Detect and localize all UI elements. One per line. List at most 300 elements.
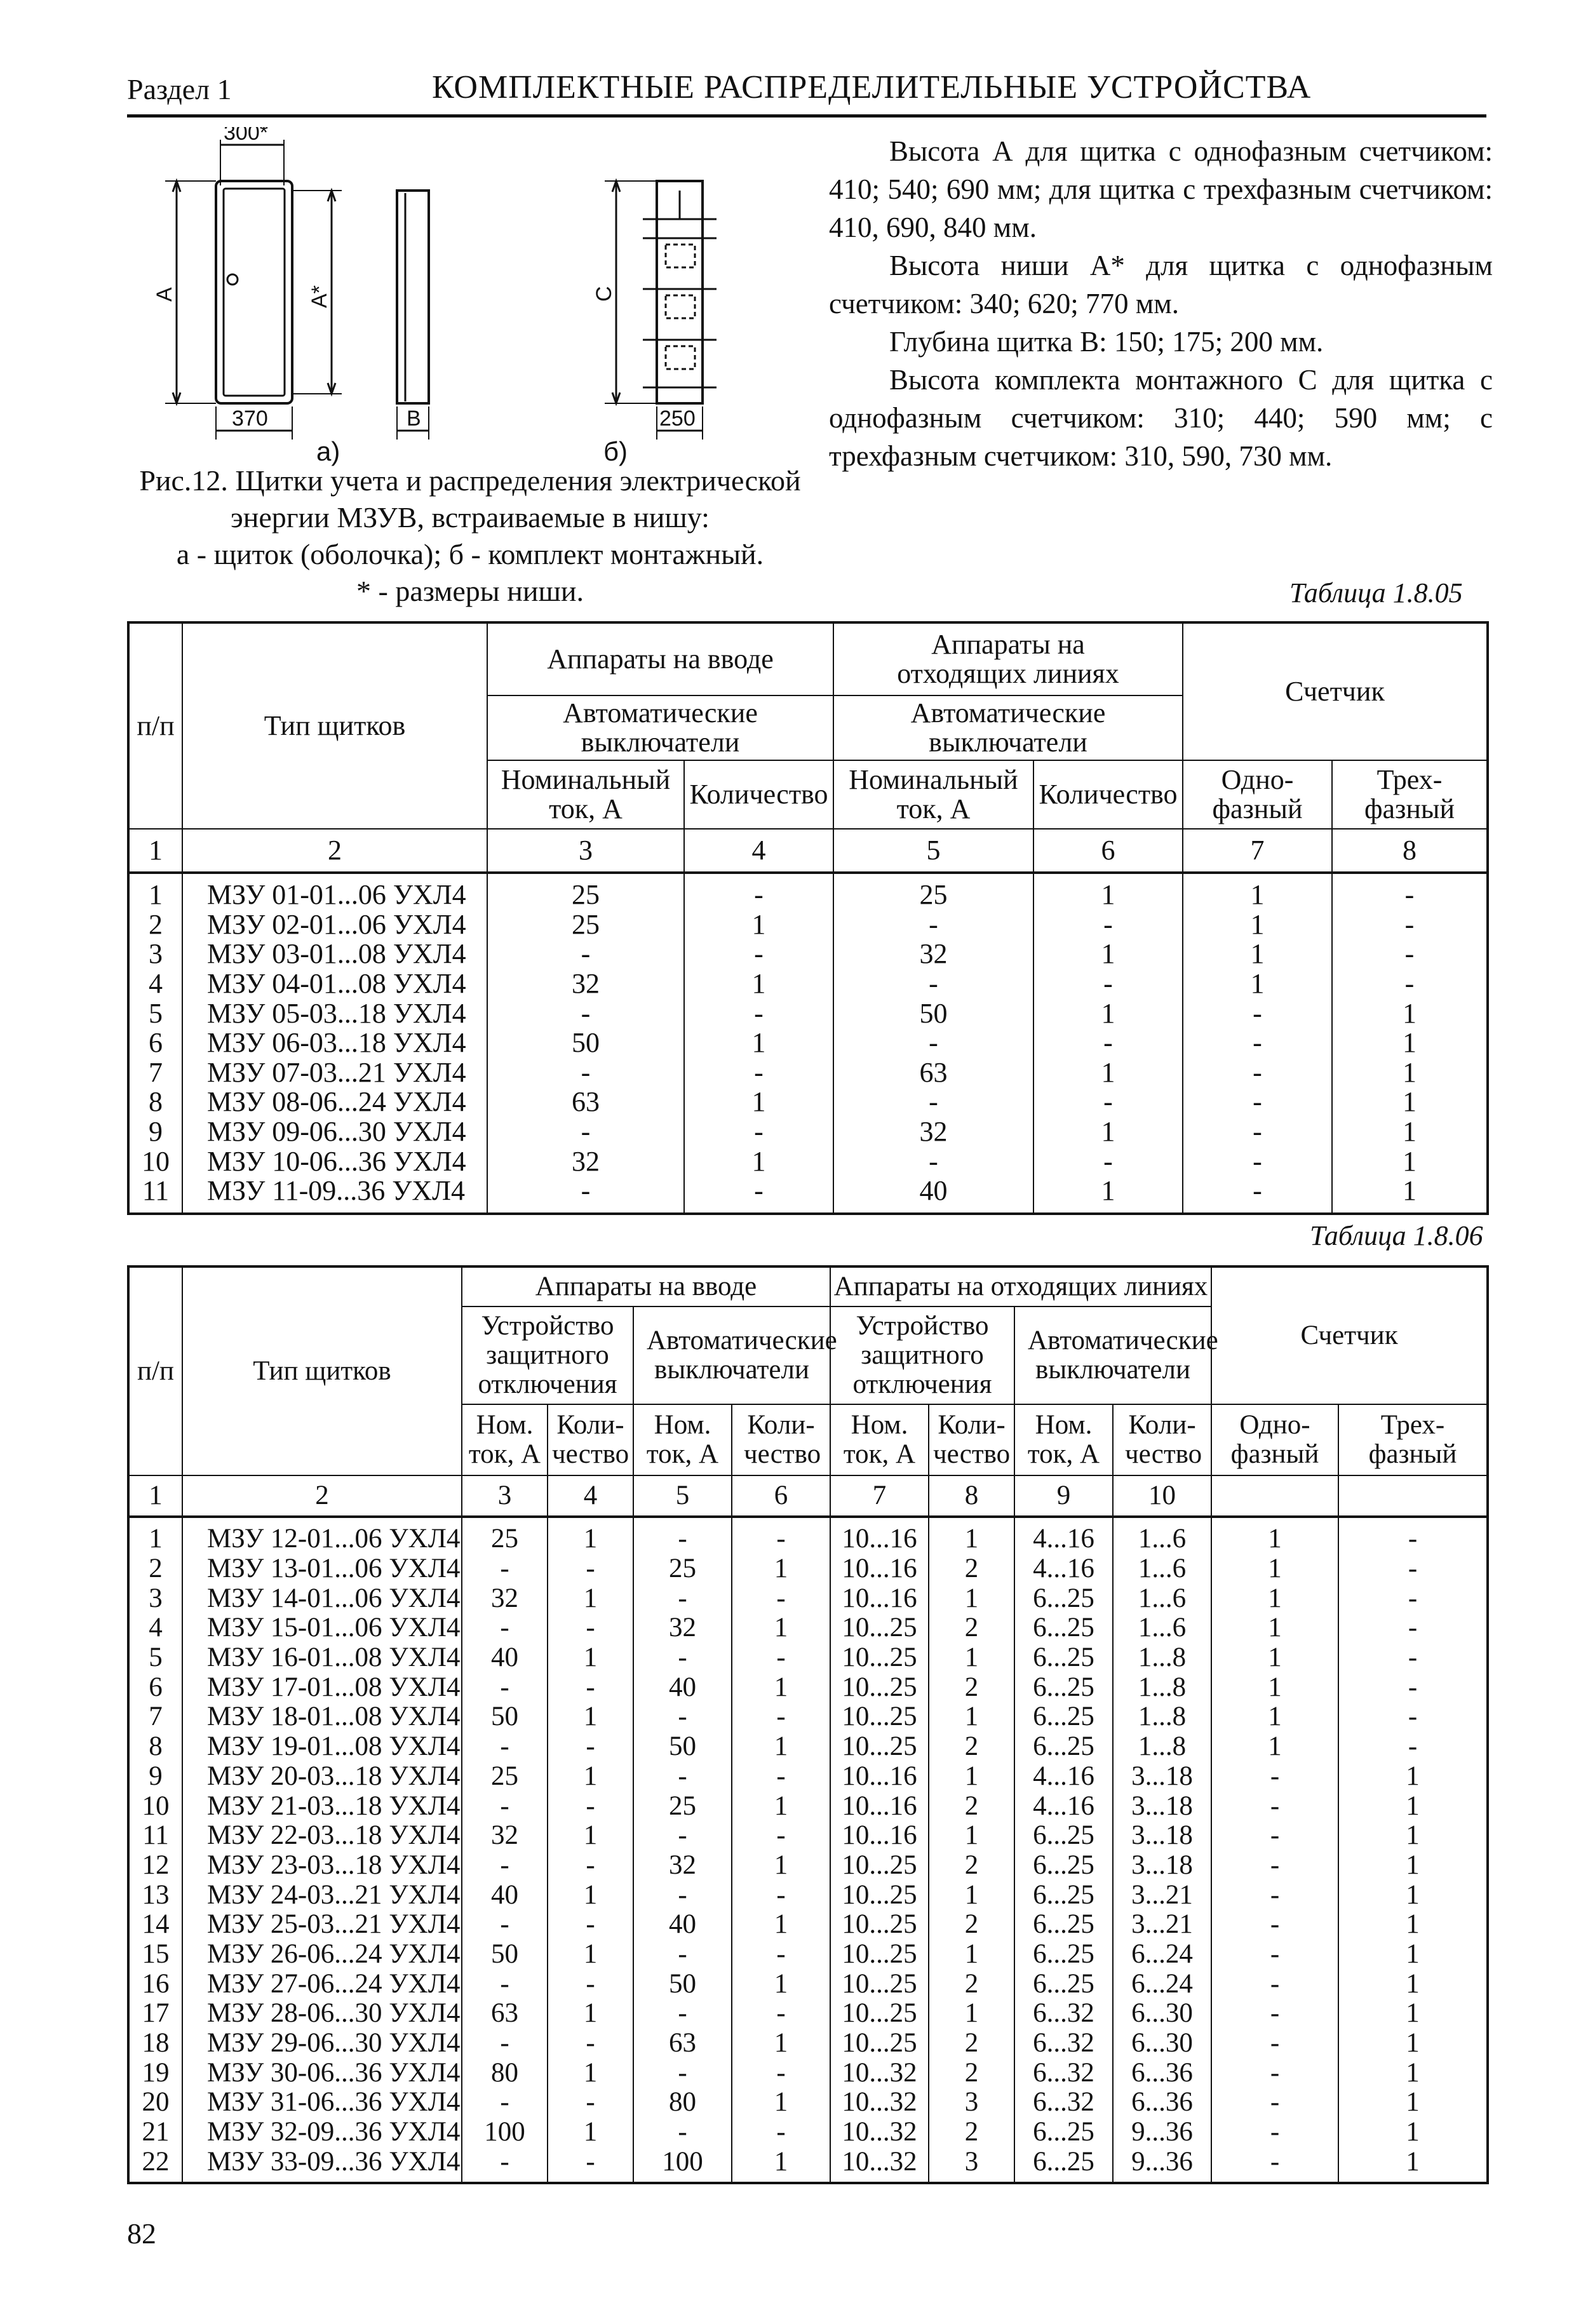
t2-cell: - bbox=[633, 2058, 732, 2088]
figure-12 bbox=[127, 127, 813, 473]
t1-cell: - bbox=[833, 1087, 1033, 1117]
t2-cell: МЗУ 27-06...24 УХЛ4 bbox=[182, 1969, 462, 1999]
t2-cell: 6...25 bbox=[1014, 1732, 1113, 1762]
t2-cell: 50 bbox=[633, 1969, 732, 1999]
t1-cell: 50 bbox=[833, 998, 1033, 1028]
t1-header-three-phase: Трех-фазный bbox=[1332, 760, 1488, 829]
t2-cell: - bbox=[1211, 1910, 1338, 1940]
t2-cell: 6...25 bbox=[1014, 1643, 1113, 1673]
t2-cell: 25 bbox=[633, 1554, 732, 1584]
t2-cell: - bbox=[1211, 1969, 1338, 1999]
t2-cell: - bbox=[732, 1517, 830, 1554]
t2-cell: - bbox=[548, 1672, 633, 1702]
label-a: а) bbox=[316, 436, 340, 466]
t2-cell: 1 bbox=[732, 1672, 830, 1702]
t2-cell: 1 bbox=[1211, 1732, 1338, 1762]
t1-header-input: Аппараты на вводе bbox=[487, 622, 833, 695]
t1-cell: МЗУ 06-03...18 УХЛ4 bbox=[182, 1028, 487, 1058]
t2-cell: 9...36 bbox=[1113, 2147, 1211, 2183]
t2-cell: 2 bbox=[929, 1732, 1014, 1762]
t2-cell: - bbox=[462, 1910, 548, 1940]
t2-cell: 2 bbox=[929, 2058, 1014, 2088]
t1-cell: 1 bbox=[684, 1028, 833, 1058]
t2-cell: 63 bbox=[633, 2029, 732, 2059]
t2-cell: - bbox=[548, 1791, 633, 1821]
header-title: КОМПЛЕКТНЫЕ РАСПРЕДЕЛИТЕЛЬНЫЕ УСТРОЙСТВА bbox=[432, 69, 1312, 105]
t2-cell: МЗУ 16-01...08 УХЛ4 bbox=[182, 1643, 462, 1673]
t2-cell: - bbox=[1338, 1517, 1488, 1554]
t1-cell: - bbox=[1183, 1117, 1332, 1147]
t2-cell: - bbox=[1211, 2029, 1338, 2059]
t1-cell: 1 bbox=[684, 910, 833, 940]
t1-cell: - bbox=[1033, 1028, 1183, 1058]
t2-cell: 6...32 bbox=[1014, 2029, 1113, 2059]
t2-cell: - bbox=[1211, 2058, 1338, 2088]
t1-cell: 1 bbox=[1033, 939, 1183, 969]
section-label: Раздел 1 bbox=[127, 73, 232, 105]
t2-cell: 4...16 bbox=[1014, 1517, 1113, 1554]
t2-cell: 3 bbox=[929, 2147, 1014, 2183]
t2-cell: 1 bbox=[548, 1940, 633, 1970]
t2-cell: - bbox=[732, 1643, 830, 1673]
t2-row bbox=[128, 1969, 1488, 1999]
t2-cell: 2 bbox=[929, 1554, 1014, 1584]
t2-cell: 20 bbox=[128, 2088, 182, 2118]
t2-cell: 3...18 bbox=[1113, 1762, 1211, 1792]
t2-cell: 1 bbox=[1338, 1762, 1488, 1792]
caption-line-2: энергии МЗУВ, встраиваемые в нишу: bbox=[231, 501, 710, 534]
t1-row bbox=[128, 969, 1488, 999]
t1-cell: 1 bbox=[1033, 873, 1183, 910]
t2-header-type: Тип щитков bbox=[182, 1266, 462, 1475]
t2-cell: 19 bbox=[128, 2058, 182, 2088]
t2-cell: 40 bbox=[633, 1672, 732, 1702]
t2-cell: 1 bbox=[732, 1791, 830, 1821]
t1-cell: 1 bbox=[1332, 1117, 1488, 1147]
t2-cell: 1 bbox=[1211, 1517, 1338, 1554]
t1-cell: 8 bbox=[128, 1087, 182, 1117]
t2-cell: - bbox=[548, 1910, 633, 1940]
t2-row bbox=[128, 1880, 1488, 1910]
t2-cell: 1 bbox=[1211, 1613, 1338, 1643]
t2-header-output: Аппараты на отходящих линиях bbox=[830, 1266, 1211, 1306]
t2-cell: - bbox=[1211, 2118, 1338, 2147]
t2-cell: МЗУ 19-01...08 УХЛ4 bbox=[182, 1732, 462, 1762]
enclosure-door bbox=[224, 189, 285, 396]
table-1-8-05 bbox=[127, 621, 1489, 1215]
t2-cell: 3...18 bbox=[1113, 1851, 1211, 1881]
t2-cell: - bbox=[462, 1791, 548, 1821]
t2-cell: - bbox=[1211, 1762, 1338, 1792]
t1-row bbox=[128, 939, 1488, 969]
t2-cell: 2 bbox=[128, 1554, 182, 1584]
t2-cell: 2 bbox=[929, 1910, 1014, 1940]
t1-cell: МЗУ 10-06...36 УХЛ4 bbox=[182, 1146, 487, 1176]
t1-cell: МЗУ 05-03...18 УХЛ4 bbox=[182, 998, 487, 1028]
t1-cell: 50 bbox=[487, 1028, 684, 1058]
t1-cell: 10 bbox=[128, 1146, 182, 1176]
t1-cell: 9 bbox=[128, 1117, 182, 1147]
t1-colnum: 5 bbox=[833, 829, 1033, 873]
t2-cell: 6...32 bbox=[1014, 2088, 1113, 2118]
t2-cell: 1 bbox=[1338, 1969, 1488, 1999]
t2-cell: 3 bbox=[929, 2088, 1014, 2118]
t2-cell: - bbox=[462, 1672, 548, 1702]
t2-cell: 1 bbox=[548, 1583, 633, 1613]
t2-cell: - bbox=[732, 2058, 830, 2088]
table1-label: Таблица 1.8.05 bbox=[1289, 577, 1463, 608]
breaker-slot-3 bbox=[666, 346, 695, 369]
t2-cell: 6...25 bbox=[1014, 1910, 1113, 1940]
t2-row bbox=[128, 1940, 1488, 1970]
t2-row bbox=[128, 1643, 1488, 1673]
t2-cell: 5 bbox=[128, 1643, 182, 1673]
t2-cell: МЗУ 20-03...18 УХЛ4 bbox=[182, 1762, 462, 1792]
t1-cell: - bbox=[1033, 969, 1183, 999]
t2-cell: 1 bbox=[548, 1821, 633, 1851]
t1-cell: МЗУ 02-01...06 УХЛ4 bbox=[182, 910, 487, 940]
t2-cell: - bbox=[1211, 1821, 1338, 1851]
t2-colnum: 7 bbox=[830, 1475, 929, 1517]
t2-cell: 1 bbox=[548, 1880, 633, 1910]
t1-cell: 25 bbox=[487, 873, 684, 910]
t2-cell: 9...36 bbox=[1113, 2118, 1211, 2147]
t2-cell: - bbox=[462, 1851, 548, 1881]
t2-header-input-breakers: Автоматические выключатели bbox=[633, 1306, 830, 1404]
t1-cell: - bbox=[684, 1176, 833, 1214]
t2-cell: 1...8 bbox=[1113, 1672, 1211, 1702]
t2-cell: 1 bbox=[732, 1732, 830, 1762]
t2-cell: 80 bbox=[633, 2088, 732, 2118]
t2-cell: 1 bbox=[1211, 1583, 1338, 1613]
t2-cell: - bbox=[633, 2118, 732, 2147]
t2-header-br-out-nom: Ном. ток, А bbox=[1014, 1404, 1113, 1475]
t1-cell: 4 bbox=[128, 969, 182, 999]
t1-cell: - bbox=[1033, 910, 1183, 940]
t2-cell: 6...25 bbox=[1014, 1851, 1113, 1881]
t2-cell: - bbox=[548, 2088, 633, 2118]
t2-cell: - bbox=[462, 1969, 548, 1999]
t2-row bbox=[128, 1821, 1488, 1851]
t1-cell: 11 bbox=[128, 1176, 182, 1214]
t1-cell: 32 bbox=[487, 969, 684, 999]
t2-cell: 1 bbox=[1211, 1554, 1338, 1584]
t2-cell: - bbox=[548, 1732, 633, 1762]
desc-height-a: Высота А для щитка с однофазным счетчиком: 410; 540; 690 мм; для щитка с трехфазным счетчиком: 410, 690, 840 мм. bbox=[829, 135, 1493, 243]
t1-row bbox=[128, 1176, 1488, 1214]
t2-cell: 4...16 bbox=[1014, 1762, 1113, 1792]
t2-cell: - bbox=[732, 1702, 830, 1732]
breaker-slot-2 bbox=[666, 295, 695, 318]
t2-cell: 25 bbox=[462, 1762, 548, 1792]
t2-header-rcd-out-nom: Ном. ток, А bbox=[830, 1404, 929, 1475]
t1-cell: 2 bbox=[128, 910, 182, 940]
t1-cell: - bbox=[1033, 1087, 1183, 1117]
t1-cell: 1 bbox=[1332, 998, 1488, 1028]
t2-cell: 1 bbox=[548, 2058, 633, 2088]
t2-cell: 10...25 bbox=[830, 1732, 929, 1762]
t2-cell: 6...25 bbox=[1014, 1880, 1113, 1910]
t1-cell: - bbox=[487, 1176, 684, 1214]
t2-cell: - bbox=[1211, 1851, 1338, 1881]
t1-header-meter: Счетчик bbox=[1183, 622, 1488, 760]
t2-cell: 1...6 bbox=[1113, 1613, 1211, 1643]
t2-cell: 10...25 bbox=[830, 1880, 929, 1910]
t2-cell: 50 bbox=[633, 1732, 732, 1762]
t1-cell: - bbox=[833, 1028, 1033, 1058]
t1-cell: - bbox=[487, 1058, 684, 1088]
t1-cell: МЗУ 07-03...21 УХЛ4 bbox=[182, 1058, 487, 1088]
t2-cell: 3...21 bbox=[1113, 1910, 1211, 1940]
t2-cell: 10...16 bbox=[830, 1554, 929, 1584]
desc-niche-height: Высота ниши А* для щитка с однофазным счетчиком: 340; 620; 770 мм. bbox=[829, 250, 1493, 319]
t2-cell: 2 bbox=[929, 2029, 1014, 2059]
dim-label-a-star: А* bbox=[307, 285, 332, 308]
t1-cell: 1 bbox=[1332, 1058, 1488, 1088]
t2-cell: 10...25 bbox=[830, 1672, 929, 1702]
t2-cell: - bbox=[548, 1554, 633, 1584]
t2-row bbox=[128, 2058, 1488, 2088]
t1-cell: 5 bbox=[128, 998, 182, 1028]
t2-cell: - bbox=[633, 1999, 732, 2029]
t2-row bbox=[128, 1517, 1488, 1554]
t1-cell: - bbox=[487, 1117, 684, 1147]
t1-colnum: 6 bbox=[1033, 829, 1183, 873]
t2-row bbox=[128, 1999, 1488, 2029]
t2-cell: 32 bbox=[462, 1821, 548, 1851]
t2-cell: 10...16 bbox=[830, 1791, 929, 1821]
t2-cell: 6...25 bbox=[1014, 1583, 1113, 1613]
t2-cell: 100 bbox=[462, 2118, 548, 2147]
figure-drawing bbox=[127, 127, 813, 473]
t2-cell: - bbox=[462, 2088, 548, 2118]
t1-cell: 1 bbox=[1183, 873, 1332, 910]
t2-cell: МЗУ 24-03...21 УХЛ4 bbox=[182, 1880, 462, 1910]
t2-row bbox=[128, 1613, 1488, 1643]
t2-colnum: 6 bbox=[732, 1475, 830, 1517]
desc-depth: Глубина щитка В: 150; 175; 200 мм. bbox=[889, 326, 1324, 358]
t2-cell: 3...18 bbox=[1113, 1821, 1211, 1851]
t2-cell: 10...32 bbox=[830, 2118, 929, 2147]
t2-cell: МЗУ 31-06...36 УХЛ4 bbox=[182, 2088, 462, 2118]
t2-cell: МЗУ 21-03...18 УХЛ4 bbox=[182, 1791, 462, 1821]
t2-cell: 1 bbox=[732, 2088, 830, 2118]
t2-header-input-rcd: Устройство защитного отключения bbox=[462, 1306, 633, 1404]
t2-cell: 1...8 bbox=[1113, 1643, 1211, 1673]
t2-cell: 1 bbox=[929, 1583, 1014, 1613]
t1-cell: - bbox=[1183, 998, 1332, 1028]
t1-cell: 1 bbox=[1183, 939, 1332, 969]
t1-cell: 63 bbox=[833, 1058, 1033, 1088]
t2-row bbox=[128, 1554, 1488, 1584]
t1-row bbox=[128, 1146, 1488, 1176]
t1-cell: - bbox=[833, 1146, 1033, 1176]
t2-cell: - bbox=[1338, 1672, 1488, 1702]
t2-header-rcd-in-nom: Ном. ток, А bbox=[462, 1404, 548, 1475]
dim-label-c: С bbox=[592, 286, 616, 302]
t1-colnum: 3 bbox=[487, 829, 684, 873]
t2-cell: 1 bbox=[548, 1643, 633, 1673]
t2-cell: 16 bbox=[128, 1969, 182, 1999]
t2-cell: 10...25 bbox=[830, 1969, 929, 1999]
t2-cell: - bbox=[633, 1821, 732, 1851]
t2-cell: МЗУ 25-03...21 УХЛ4 bbox=[182, 1910, 462, 1940]
t2-body bbox=[128, 1517, 1488, 2183]
t2-cell: 1...6 bbox=[1113, 1554, 1211, 1584]
t2-cell: 1 bbox=[1211, 1643, 1338, 1673]
t1-cell: МЗУ 03-01...08 УХЛ4 bbox=[182, 939, 487, 969]
t2-row bbox=[128, 1583, 1488, 1613]
t1-cell: - bbox=[1332, 969, 1488, 999]
t2-cell: МЗУ 12-01...06 УХЛ4 bbox=[182, 1517, 462, 1554]
t2-cell: 1 bbox=[128, 1517, 182, 1554]
t2-colnum: 2 bbox=[182, 1475, 462, 1517]
t2-cell: 1...8 bbox=[1113, 1732, 1211, 1762]
t2-cell: - bbox=[732, 1583, 830, 1613]
t2-cell: 3...21 bbox=[1113, 1880, 1211, 1910]
t2-cell: 6...25 bbox=[1014, 1613, 1113, 1643]
t1-cell: 1 bbox=[1332, 1028, 1488, 1058]
t2-cell: 1 bbox=[929, 1517, 1014, 1554]
t2-cell: - bbox=[633, 1880, 732, 1910]
t2-cell: 10 bbox=[128, 1791, 182, 1821]
t1-header-input-breakers: Автоматические выключатели bbox=[487, 695, 833, 760]
t1-cell: 1 bbox=[1033, 1117, 1183, 1147]
t2-row bbox=[128, 1762, 1488, 1792]
t2-cell: - bbox=[633, 1583, 732, 1613]
t2-cell: 11 bbox=[128, 1821, 182, 1851]
t1-cell: 7 bbox=[128, 1058, 182, 1088]
t1-cell: - bbox=[487, 939, 684, 969]
t2-cell: МЗУ 17-01...08 УХЛ4 bbox=[182, 1672, 462, 1702]
t1-cell: - bbox=[487, 998, 684, 1028]
t1-cell: 6 bbox=[128, 1028, 182, 1058]
t2-cell: - bbox=[548, 2147, 633, 2183]
t1-row bbox=[128, 910, 1488, 940]
t1-colnum: 1 bbox=[128, 829, 182, 873]
t1-colnum: 7 bbox=[1183, 829, 1332, 873]
t1-cell: МЗУ 08-06...24 УХЛ4 bbox=[182, 1087, 487, 1117]
t2-cell: 63 bbox=[462, 1999, 548, 2029]
t2-cell: - bbox=[633, 1762, 732, 1792]
t2-row bbox=[128, 1851, 1488, 1881]
t2-cell: 1 bbox=[732, 1613, 830, 1643]
t1-header-output-nom: Номинальный ток, А bbox=[833, 760, 1033, 829]
t2-cell: - bbox=[548, 1613, 633, 1643]
t2-cell: - bbox=[732, 1999, 830, 2029]
t2-cell: 6...25 bbox=[1014, 1821, 1113, 1851]
t2-cell: 1 bbox=[548, 1702, 633, 1732]
t2-colnum: 5 bbox=[633, 1475, 732, 1517]
t2-cell: 1 bbox=[929, 1762, 1014, 1792]
t1-cell: МЗУ 11-09...36 УХЛ4 bbox=[182, 1176, 487, 1214]
t2-cell: 1 bbox=[1338, 2118, 1488, 2147]
t2-cell: 32 bbox=[462, 1583, 548, 1613]
t2-cell: 1 bbox=[929, 1999, 1014, 2029]
t2-cell: 6...24 bbox=[1113, 1940, 1211, 1970]
t2-cell: - bbox=[633, 1517, 732, 1554]
t2-cell: - bbox=[732, 1880, 830, 1910]
t1-body bbox=[128, 873, 1488, 1214]
t2-cell: 1 bbox=[1338, 2029, 1488, 2059]
caption-line-4: * - размеры ниши. bbox=[356, 575, 584, 607]
t2-cell: 14 bbox=[128, 1910, 182, 1940]
table-1-8-06 bbox=[127, 1265, 1489, 2184]
t2-cell: 2 bbox=[929, 2118, 1014, 2147]
t2-header-br-out-qty: Коли-чество bbox=[1113, 1404, 1211, 1475]
t2-row bbox=[128, 2118, 1488, 2147]
t2-colnum-empty bbox=[1211, 1475, 1338, 1517]
t2-cell: - bbox=[1338, 1643, 1488, 1673]
t2-row bbox=[128, 1672, 1488, 1702]
t2-cell: - bbox=[732, 1762, 830, 1792]
t2-cell: 50 bbox=[462, 1940, 548, 1970]
t2-header-meter: Счетчик bbox=[1211, 1266, 1488, 1404]
t1-cell: - bbox=[684, 998, 833, 1028]
description-text bbox=[829, 132, 1493, 475]
breaker-slot-1 bbox=[666, 245, 695, 267]
t2-cell: 21 bbox=[128, 2118, 182, 2147]
t2-cell: 9 bbox=[128, 1762, 182, 1792]
t1-cell: 40 bbox=[833, 1176, 1033, 1214]
t2-cell: 1 bbox=[929, 1940, 1014, 1970]
t1-cell: - bbox=[684, 1058, 833, 1088]
t1-header-output-qty: Количество bbox=[1033, 760, 1183, 829]
t2-cell: 1 bbox=[929, 1821, 1014, 1851]
t1-cell: 25 bbox=[833, 873, 1033, 910]
t2-cell: 1 bbox=[1338, 1880, 1488, 1910]
t1-row bbox=[128, 1117, 1488, 1147]
t2-cell: 1...6 bbox=[1113, 1583, 1211, 1613]
enclosure-outer bbox=[216, 181, 292, 403]
t2-cell: 2 bbox=[929, 1791, 1014, 1821]
t2-cell: 17 bbox=[128, 1999, 182, 2029]
t1-cell: - bbox=[833, 910, 1033, 940]
t2-cell: 32 bbox=[633, 1613, 732, 1643]
t2-cell: 6 bbox=[128, 1672, 182, 1702]
t2-colnum: 4 bbox=[548, 1475, 633, 1517]
t2-cell: 4...16 bbox=[1014, 1554, 1113, 1584]
t2-cell: 1 bbox=[732, 1851, 830, 1881]
t2-cell: 1 bbox=[732, 2147, 830, 2183]
t1-cell: 1 bbox=[1033, 1176, 1183, 1214]
t2-header-single-phase: Одно-фазный bbox=[1211, 1404, 1338, 1475]
t1-cell: 1 bbox=[684, 1087, 833, 1117]
t1-cell: - bbox=[1033, 1146, 1183, 1176]
t1-cell: - bbox=[1183, 1087, 1332, 1117]
t2-cell: - bbox=[1211, 2088, 1338, 2118]
t2-cell: 1 bbox=[1338, 2147, 1488, 2183]
dim-label-370: 370 bbox=[232, 406, 268, 431]
t2-cell: - bbox=[1338, 1613, 1488, 1643]
t2-cell: - bbox=[462, 1732, 548, 1762]
t2-header-three-phase: Трех-фазный bbox=[1338, 1404, 1488, 1475]
t2-cell: 12 bbox=[128, 1851, 182, 1881]
t1-row bbox=[128, 998, 1488, 1028]
t2-cell: 40 bbox=[633, 1910, 732, 1940]
t1-cell: 1 bbox=[1332, 1176, 1488, 1214]
t2-cell: 2 bbox=[929, 1851, 1014, 1881]
table2-label: Таблица 1.8.06 bbox=[1310, 1220, 1483, 1251]
t2-cell: 10...32 bbox=[830, 2088, 929, 2118]
t2-cell: 10...16 bbox=[830, 1583, 929, 1613]
t1-cell: 1 bbox=[1332, 1146, 1488, 1176]
t2-cell: МЗУ 23-03...18 УХЛ4 bbox=[182, 1851, 462, 1881]
t2-header-rcd-out-qty: Коли-чество bbox=[929, 1404, 1014, 1475]
t2-cell: МЗУ 33-09...36 УХЛ4 bbox=[182, 2147, 462, 2183]
t2-cell: - bbox=[1338, 1554, 1488, 1584]
t2-cell: 22 bbox=[128, 2147, 182, 2183]
